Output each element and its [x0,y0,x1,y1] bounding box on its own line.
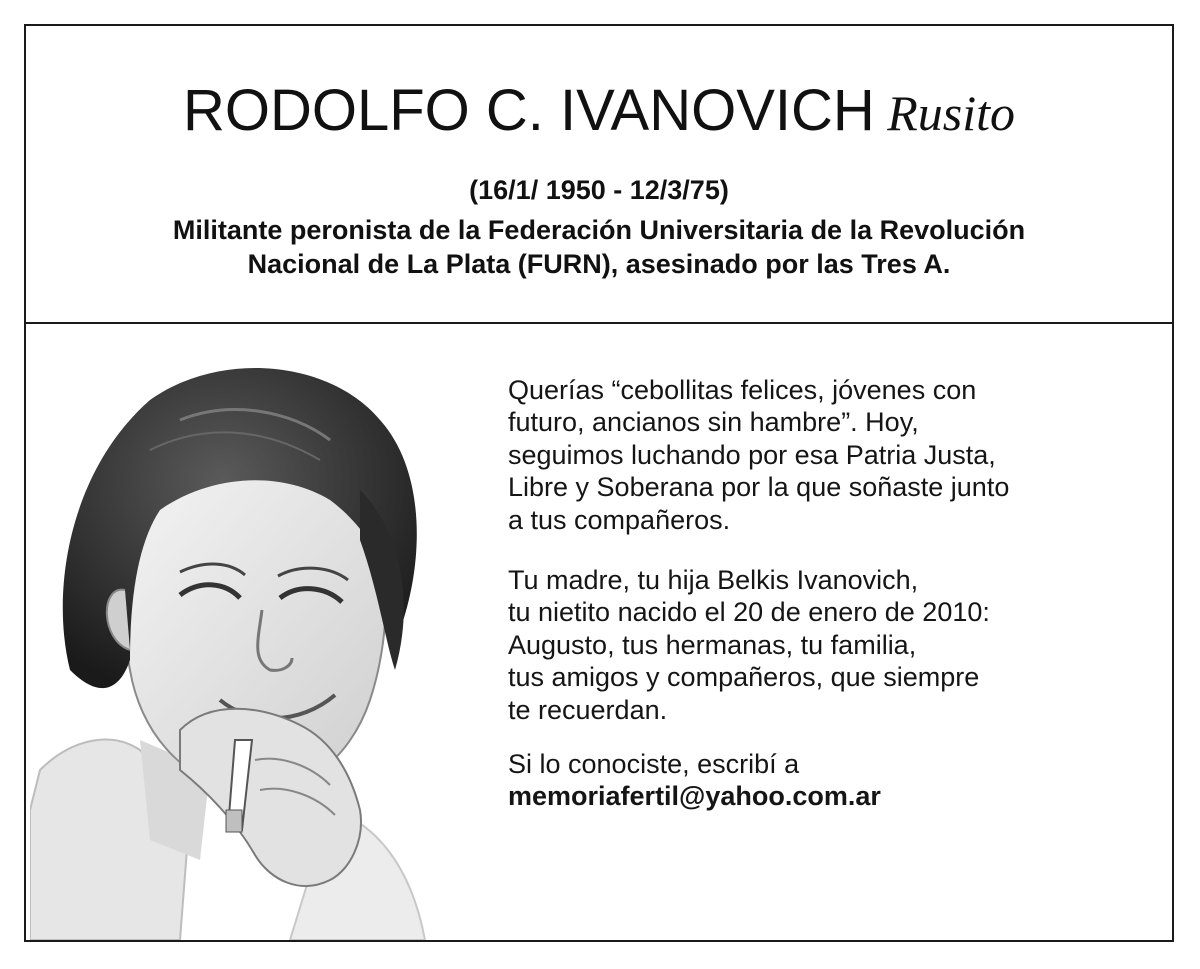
contact-block [508,748,1148,813]
bio-line-2: Nacional de La Plata (FURN), asesinado por las Tres A. [247,249,951,279]
portrait-photo-icon [30,340,430,940]
person-nickname: Rusito [887,85,1016,141]
life-dates: (16/1/ 1950 - 12/3/75) [469,175,729,205]
contact-text: Si lo conociste, escribí a [508,749,800,780]
memorial-notice [24,24,1174,942]
person-name: RODOLFO C. IVANOVICH [182,78,875,143]
message-column [508,374,1148,813]
message-paragraph-2: Tu madre, tu hija Belkis Ivanovich, tu nietito nacido el 20 de enero de 2010: Augusto, tus hermanas, tu familia, tus amigos y compañeros, que siempre te recuerdan. [508,565,990,725]
bio-description [26,213,1172,281]
notice-header [26,26,1172,324]
title-line [26,76,1172,161]
contact-email-link[interactable]: memoriafertil@yahoo.com.ar [508,781,881,812]
message-paragraph-1: Querías “cebollitas felices, jóvenes con futuro, ancianos sin hambre”. Hoy, seguimos luchando por esa Patria Justa, Libre y Soberana por la que soñaste junto a tus compañeros. [508,375,1010,535]
bio-line-1: Militante peronista de la Federación Universitaria de la Revolución [172,215,1026,245]
